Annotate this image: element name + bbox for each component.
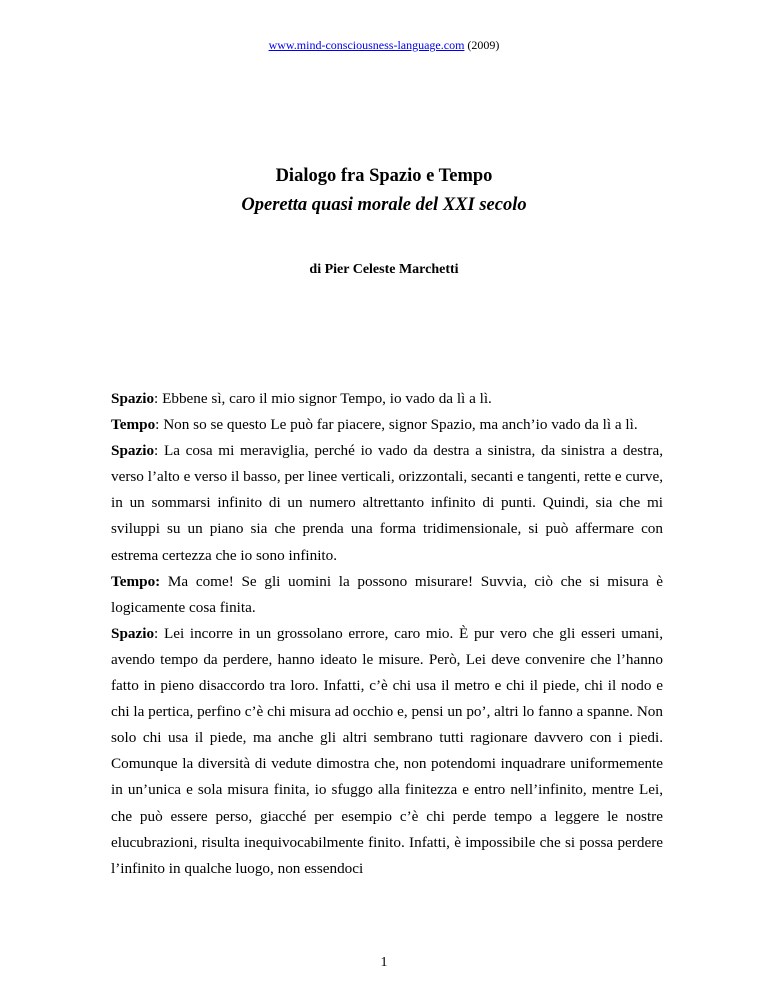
page-number: 1 (380, 955, 388, 970)
header-year: (2009) (467, 38, 500, 52)
site-link[interactable]: www.mind-consciousness-language.com (268, 38, 465, 52)
speaker-separator: : (154, 624, 164, 642)
document-title: Dialogo fra Spazio e Tempo (275, 166, 493, 186)
dialogue-text: Ebbene sì, caro il mio signor Tempo, io vado da lì a lì. (162, 390, 492, 407)
speaker-name: Tempo: (111, 572, 161, 590)
document-author: di Pier Celeste Marchetti (309, 262, 459, 277)
dialogue-line (111, 569, 663, 621)
dialogue-text: Non so se questo Le può far piacere, signor Spazio, ma anch’io vado da lì a lì. (163, 416, 638, 434)
dialogue-line (111, 438, 663, 568)
speaker-name: Spazio (111, 442, 155, 460)
dialogue-text: La cosa mi meraviglia, perché io vado da destra a sinistra, da sinistra a destra, verso l’alto e verso il basso, per linee verticali, orizzontali, secanti e tangenti, rette e curve, in un sommarsi infinito di un numero altrettanto infinito di punti. Quindi, sia che mi sviluppi su un piano sia che prenda una forma tridimensionale, si può affermare con estrema certezza che io sono infinito. (111, 442, 663, 564)
speaker-separator: : (155, 416, 164, 434)
speaker-separator: : (154, 442, 164, 460)
document-subtitle: Operetta quasi morale del XXI secolo (241, 195, 527, 215)
dialogue-text: Lei incorre in un grossolano errore, caro mio. È pur vero che gli esseri umani, avendo tempo da perdere, hanno ideato le misure. Però, Lei deve convenire che l’hanno fatto in pieno disaccordo tra loro. Infatti, c’è chi usa il metro e chi il piede, chi il nodo e chi la pertica, perfino c’è chi misura ad occhio e, pensi un po’, altri lo fanno a spanne. Non solo chi usa il piede, ma anche gli altri sembrano tutti ragionare davvero con i piedi. Comunque la diversità di vedute dimostra che, non potendomi inquadrare uniformemente in un’unica e sola misura finita, io sfuggo alla finitezza e entro nell’infinito, mentre Lei, che può essere perso, giacché per esempio c’è chi perde tempo a leggere le nostre elucubrazioni, risulta inequivocabilmente finito. Infatti, è impossibile che si possa perdere l’infinito in qualche luogo, non essendoci (111, 624, 663, 877)
dialogue-body (111, 386, 663, 882)
dialogue-text: Ma come! Se gli uomini la possono misurare! Suvvia, ciò che si misura è logicamente cosa finita. (111, 572, 663, 616)
dialogue-line (111, 621, 663, 882)
speaker-name: Spazio (111, 624, 155, 642)
speaker-name: Spazio (111, 390, 155, 407)
speaker-separator: : (154, 390, 163, 407)
speaker-name: Tempo (111, 416, 156, 434)
dialogue-line (111, 412, 663, 438)
dialogue-line (111, 386, 663, 412)
page-header (0, 38, 768, 53)
speaker-separator (160, 573, 168, 590)
